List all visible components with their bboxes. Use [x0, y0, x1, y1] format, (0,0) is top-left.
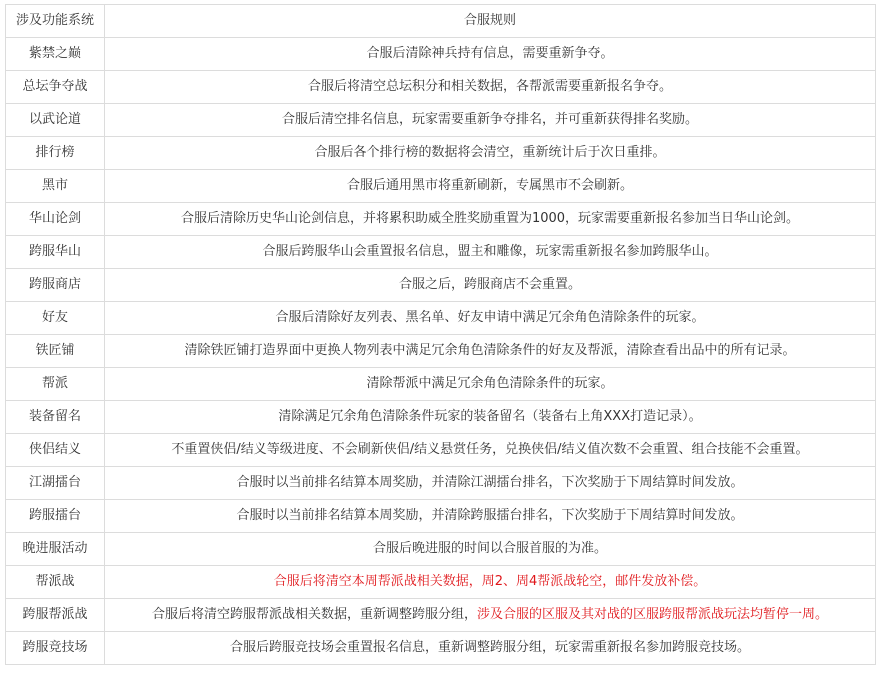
system-name-cell: 黑市: [6, 170, 105, 203]
rule-cell: [105, 203, 876, 236]
rule-text: 清除铁匠铺打造界面中更换人物列表中满足冗余角色清除条件的好友及帮派，清除查看出品中的所有记录。: [184, 342, 796, 358]
rule-cell: [105, 335, 876, 368]
system-name-cell: 跨服华山: [6, 236, 105, 269]
header-rule: 合服规则: [105, 5, 876, 38]
system-name-cell: 帮派: [6, 368, 105, 401]
rule-text: 合服后将清空总坛积分和相关数据，各帮派需要重新报名争夺。: [307, 78, 672, 94]
table-row: [6, 302, 876, 335]
rule-cell: [105, 401, 876, 434]
system-name-cell: 江湖擂台: [6, 467, 105, 500]
rule-text: 合服时以当前排名结算本周奖励，并清除江湖擂台排名，下次奖励于下周结算时间发放。: [236, 474, 744, 490]
rule-text: 合服后清除神兵持有信息，需要重新争夺。: [366, 45, 614, 61]
table-header-row: [6, 5, 876, 38]
rule-text: 合服后清空排名信息，玩家需要重新争夺排名，并可重新获得排名奖励。: [281, 111, 698, 127]
rule-text: 合服后各个排行榜的数据将会清空，重新统计后于次日重排。: [314, 144, 666, 160]
table-row: [6, 434, 876, 467]
table-row: [6, 137, 876, 170]
rule-text: 合服时以当前排名结算本周奖励，并清除跨服擂台排名，下次奖励于下周结算时间发放。: [236, 507, 744, 523]
table-row: [6, 401, 876, 434]
rule-cell: [105, 368, 876, 401]
table-row: [6, 467, 876, 500]
table-row: [6, 236, 876, 269]
rule-text: 合服后将清空跨服帮派战相关数据，重新调整跨服分组，: [151, 606, 477, 622]
rule-text: 不重置侠侣/结义等级进度、不会刷新侠侣/结义悬赏任务，兑换侠侣/结义值次数不会重置、组合技能不会重置。: [171, 441, 809, 457]
system-name-cell: 排行榜: [6, 137, 105, 170]
rule-cell: [105, 533, 876, 566]
table-row: [6, 368, 876, 401]
rule-text: 清除帮派中满足冗余角色清除条件的玩家。: [366, 375, 614, 391]
rule-cell: [105, 632, 876, 665]
table-row: [6, 269, 876, 302]
table-row: [6, 500, 876, 533]
table-row: [6, 599, 876, 632]
table-row: [6, 38, 876, 71]
rule-cell: [105, 236, 876, 269]
rule-cell: [105, 104, 876, 137]
system-name-cell: 总坛争夺战: [6, 71, 105, 104]
system-name-cell: 晚进服活动: [6, 533, 105, 566]
rule-cell: [105, 467, 876, 500]
rule-cell: [105, 170, 876, 203]
rule-text: 合服之后，跨服商店不会重置。: [398, 276, 581, 292]
rule-cell: [105, 599, 876, 632]
rule-text: 合服后清除好友列表、黑名单、好友申请中满足冗余角色清除条件的玩家。: [275, 309, 705, 325]
system-name-cell: 华山论剑: [6, 203, 105, 236]
rule-cell: [105, 500, 876, 533]
system-name-cell: 以武论道: [6, 104, 105, 137]
merge-rules-container: [5, 4, 875, 665]
rule-cell: [105, 269, 876, 302]
system-name-cell: 跨服竞技场: [6, 632, 105, 665]
rule-text: 合服后清除历史华山论剑信息，并将累积助威全胜奖励重置为1000，玩家需要重新报名参加当日华山论剑。: [180, 210, 800, 226]
table-row: [6, 632, 876, 665]
system-name-cell: 跨服帮派战: [6, 599, 105, 632]
system-name-cell: 侠侣结义: [6, 434, 105, 467]
rule-text: 合服后跨服华山会重置报名信息，盟主和雕像，玩家需重新报名参加跨服华山。: [262, 243, 718, 259]
system-name-cell: 紫禁之巅: [6, 38, 105, 71]
rule-text: 合服后将清空本周帮派战相关数据，周2、周4帮派战轮空，邮件发放补偿。: [273, 573, 707, 589]
rule-cell: [105, 302, 876, 335]
table-row: [6, 203, 876, 236]
rule-cell: [105, 38, 876, 71]
system-name-cell: 跨服擂台: [6, 500, 105, 533]
rule-cell: [105, 71, 876, 104]
rule-text: 清除满足冗余角色清除条件玩家的装备留名（装备右上角XXX打造记录）。: [278, 408, 702, 424]
rule-highlight-text: 涉及合服的区服及其对战的区服跨服帮派战玩法均暂停一周。: [477, 606, 829, 622]
table-row: [6, 104, 876, 137]
rule-cell: [105, 434, 876, 467]
rule-text: 合服后晚进服的时间以合服首服的为准。: [372, 540, 607, 556]
rule-cell: [105, 137, 876, 170]
system-name-cell: 好友: [6, 302, 105, 335]
table-row: [6, 566, 876, 599]
table-row: [6, 170, 876, 203]
system-name-cell: 铁匠铺: [6, 335, 105, 368]
rule-text: 合服后通用黑市将重新刷新，专属黑市不会刷新。: [346, 177, 633, 193]
system-name-cell: 跨服商店: [6, 269, 105, 302]
table-row: [6, 71, 876, 104]
header-system: 涉及功能系统: [6, 5, 105, 38]
merge-rules-table: [5, 4, 876, 665]
system-name-cell: 装备留名: [6, 401, 105, 434]
system-name-cell: 帮派战: [6, 566, 105, 599]
rule-cell: [105, 566, 876, 599]
rule-text: 合服后跨服竞技场会重置报名信息，重新调整跨服分组，玩家需重新报名参加跨服竞技场。: [229, 639, 750, 655]
table-row: [6, 335, 876, 368]
table-row: [6, 533, 876, 566]
